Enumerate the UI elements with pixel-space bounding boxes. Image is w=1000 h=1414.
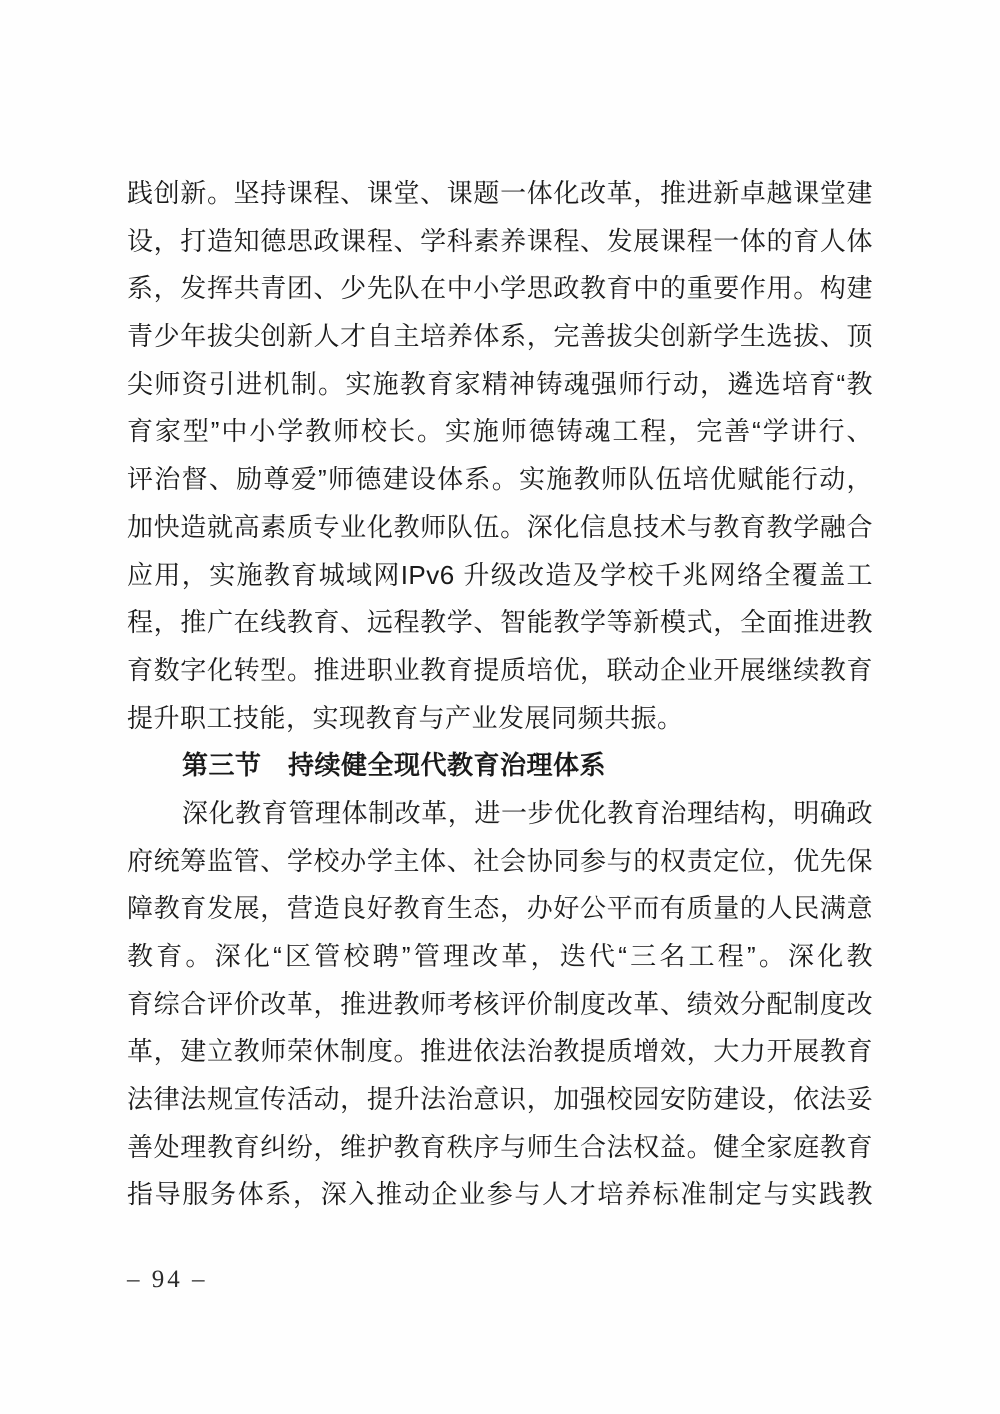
text-line: 践创新。坚持课程、课堂、课题一体化改革，推进新卓越课堂建: [127, 178, 873, 208]
text-line: 评治督、励尊爱”师德建设体系。实施教师队伍培优赋能行动，: [127, 464, 873, 495]
text-line: 设，打造知德思政课程、学科素养课程、发展课程一体的育人体: [127, 225, 873, 256]
document-body: [127, 170, 873, 1219]
text-line: 深化教育管理体制改革，进一步优化教育治理结构，明确政: [182, 797, 873, 828]
text-line: 育综合评价改革，推进教师考核评价制度改革、绩效分配制度改: [127, 988, 873, 1019]
text-line: 障教育发展，营造良好教育生态，办好公平而有质量的人民满意: [127, 893, 873, 924]
text-line: 育家型”中小学教师校长。实施师德铸魂工程，完善“学讲行、: [127, 416, 873, 447]
text-line: 尖师资引进机制。实施教育家精神铸魂强师行动，遴选培育“教: [127, 368, 873, 399]
text-line: 应用，实施教育城域网IPv6 升级改造及学校千兆网络全覆盖工: [127, 559, 873, 590]
text-line: 善处理教育纠纷，维护教育秩序与师生合法权益。健全家庭教育: [127, 1131, 873, 1162]
text-line: 加快造就高素质专业化教师队伍。深化信息技术与教育教学融合: [127, 511, 873, 542]
text-line: 法律法规宣传活动，提升法治意识，加强校园安防建设，依法妥: [127, 1084, 873, 1115]
page-number: – 94 –: [127, 1266, 208, 1293]
text-line: 育数字化转型。推进职业教育提质培优，联动企业开展继续教育: [127, 654, 873, 685]
text-line: 系，发挥共青团、少先队在中小学思政教育中的重要作用。构建: [127, 273, 873, 304]
text-line: 提升职工技能，实现教育与产业发展同频共振。: [127, 702, 684, 733]
section-heading: 第三节 持续健全现代教育治理体系: [182, 750, 607, 781]
text-line: 程，推广在线教育、远程教学、智能教学等新模式，全面推进教: [127, 607, 873, 638]
text-line: 青少年拔尖创新人才自主培养体系，完善拔尖创新学生选拔、顶: [127, 321, 873, 352]
text-line: 教育。深化“区管校聘”管理改革，迭代“三名工程”。深化教: [127, 941, 873, 971]
text-line: 指导服务体系，深入推动企业参与人才培养标准制定与实践教: [127, 1179, 873, 1210]
text-line: 革，建立教师荣休制度。推进依法治教提质增效，大力开展教育: [127, 1036, 873, 1067]
text-line: 府统筹监管、学校办学主体、社会协同参与的权责定位，优先保: [127, 845, 873, 876]
